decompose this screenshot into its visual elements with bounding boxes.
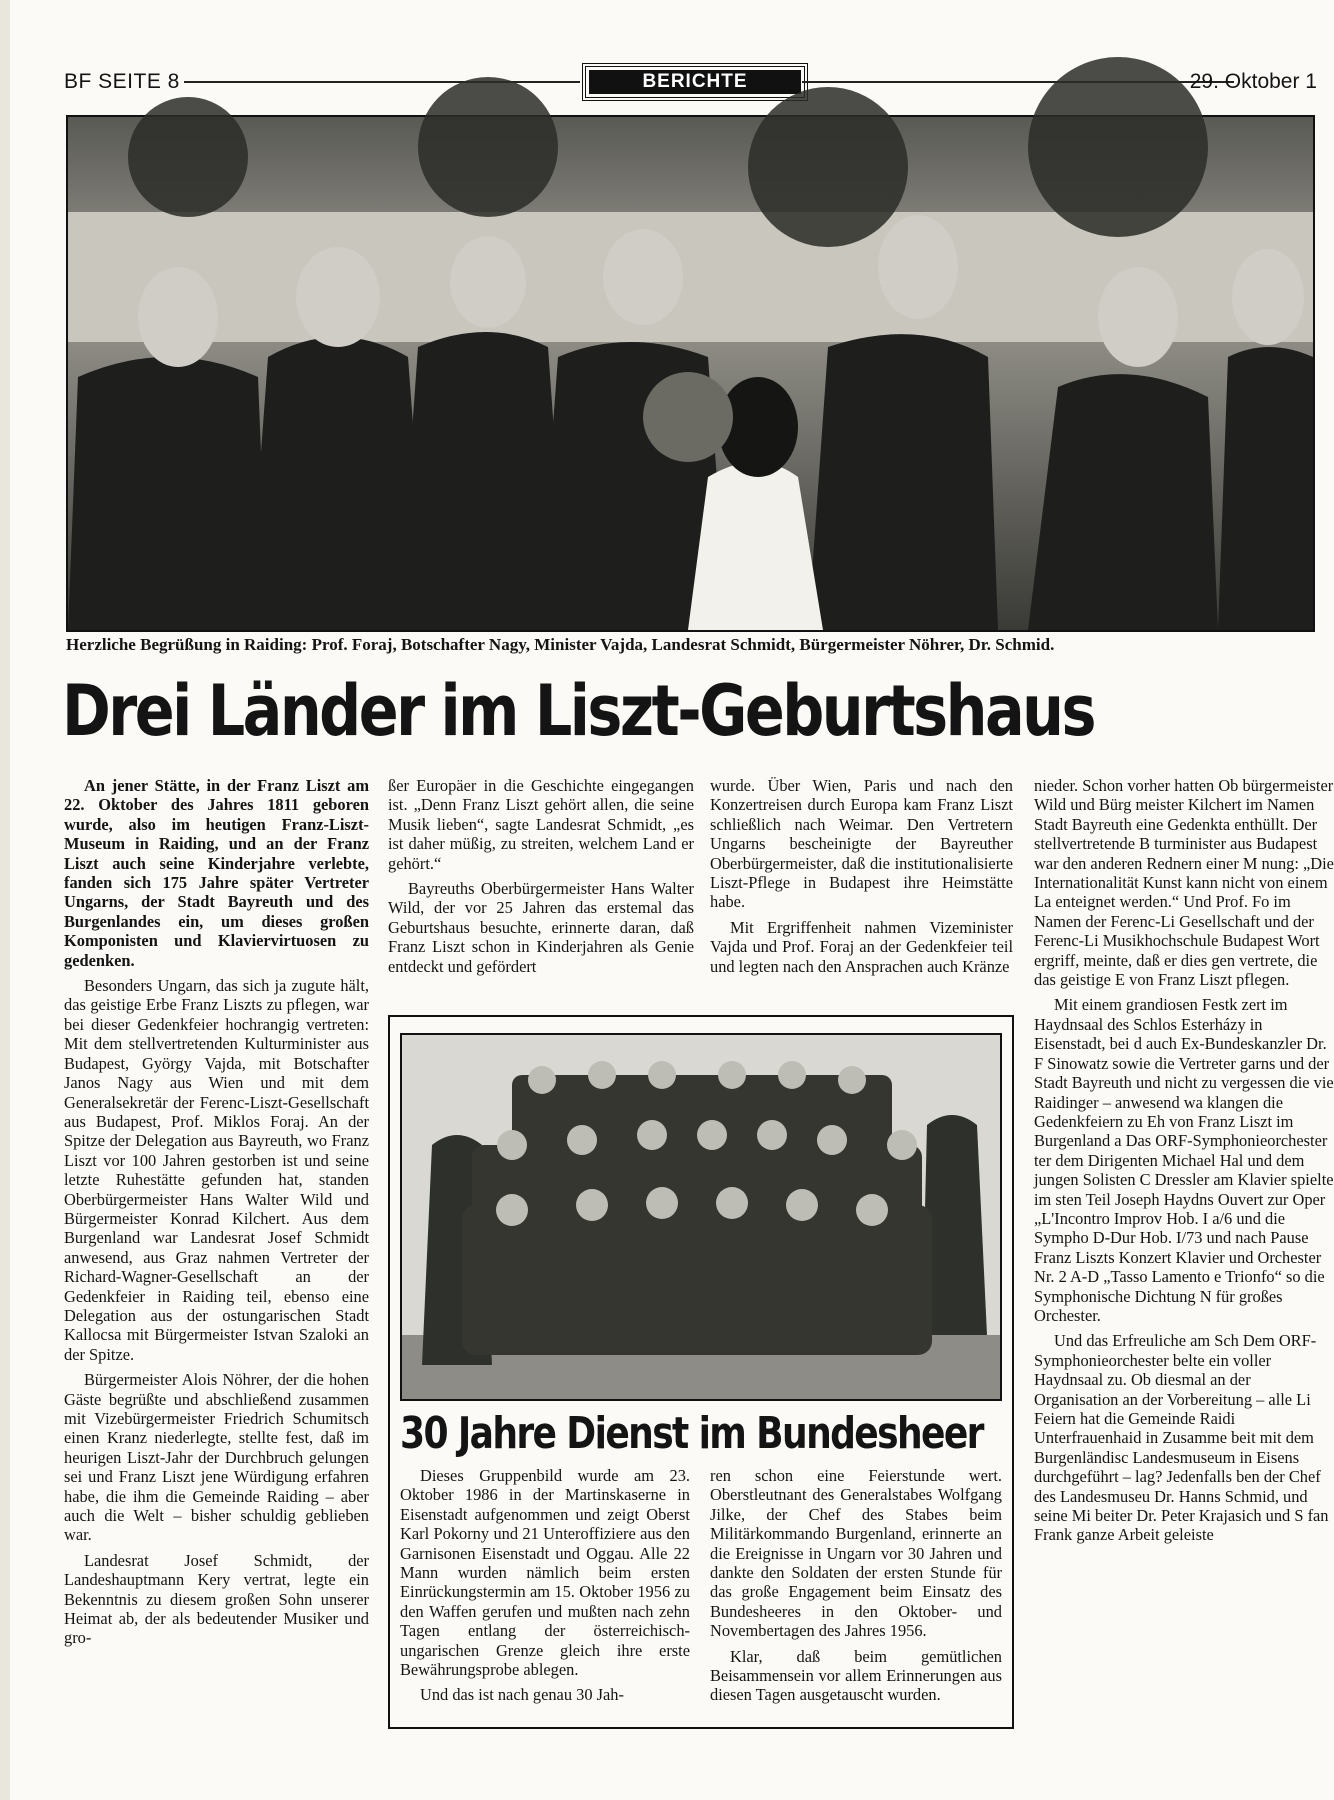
box-headline: 30 Jahre Dienst im Bundesheer <box>400 1408 983 1459</box>
top-photo <box>66 115 1315 632</box>
box-paragraph: Dieses Gruppenbild wurde am 23. Oktober 1986 in der Martinskaserne in Eisenstadt aufgenommen und zeigt Oberst Karl Pokorny und 21 Unteroffiziere aus den Garnisonen Eisenstadt und Oggau. Alle 22 Mann wurden nämlich beim ersten Einrückungstermin am 15. Oktober 1956 zu den Waffen gerufen und mußten nach zehn Tagen entlang der österreichisch-ungarischen Grenze gleich ihre erste Bewährungsprobe ablegen. <box>400 1466 690 1680</box>
article-paragraph: Bayreuths Oberbürgermeister Hans Walter Wild, der vor 25 Jahren das erstemal das Geburtshaus besuchte, erinnerte daran, daß Franz Liszt schon in Kinderjahren als Genie entdeckt und gefördert <box>388 879 694 976</box>
page-headline: Drei Länder im Liszt-Geburtshaus <box>62 670 1094 752</box>
box-paragraph: ren schon eine Feierstunde wert. Oberstleutnant des Generalstabes Wolfgang Jilke, der Chef des Stabes beim Militärkommando Burgenland, erinnerte an die Ereignisse in Ungarn vor 30 Jahren und dankte den Soldaten der ersten Stunde für das große Engagement beim Einsatz des Bundesheeres in den Oktober- und Novembertagen des Jahres 1956. <box>710 1466 1002 1641</box>
box-paragraph: Und das ist nach genau 30 Jah- <box>420 1685 624 1705</box>
article-lead: An jener Stätte, in der Franz Liszt am 22. Oktober des Jahres 1811 geboren wurde, also im heutigen Franz-Liszt-Museum in Raiding, und an der Franz Liszt auch seine Kinderjahre verlebte, fanden sich 175 Jahre später Vertreter Ungarns, der Stadt Bayreuth und des Burgenlandes ein, um dieses großen Komponisten und Klaviervirtuosen zu gedenken. <box>64 776 369 970</box>
article-column-4 <box>1034 776 1334 1776</box>
article-paragraph: Mit Ergriffenheit nahmen Vizeminister Vajda und Prof. Foraj an der Gedenkfeier teil und legten nach den Ansprachen auch Kränze <box>710 917 1013 976</box>
section-label: BERICHTE <box>582 63 808 101</box>
article-column-1 <box>64 776 369 1654</box>
box-column-2 <box>710 1466 1002 1711</box>
article-paragraph: Bürgermeister Alois Nöhrer, der die hohen Gäste begrüßte und abschließend zusammen mit Vizebürgermeister Friedrich Schumitsch einen Kranz niederlegte, stellte fest, daß im heurigen Liszt-Jahr der Durchbruch gelungen sei und Franz Liszt jene Würdigung erfahren habe, die ihm die Gemeinde Raiding – aber auch die Welt – bisher schuldig geblieben war. <box>64 1370 369 1545</box>
article-paragraph: nieder. Schon vorher hatten Ob bürgermeister Wild und Bürg meister Kilchert im Namen Stadt Bayreuth eine Gedenkta enthüllt. Der stellvertretende B turminister aus Budapest war den anderen Rednern einer M nung: „Die Internationalität Kunst kann nicht von einem La enteignet werden.“ Und Prof. Fo im Namen der Ferenc-Li Gesellschaft und der Ferenc-Li Musikhochschule Budapest Wort ergriff, meinte, daß er dies gen vertrete, die das geistige E von Franz Liszt pflegen. <box>1034 776 1334 990</box>
article-paragraph: Und das Erfreuliche am Sch Dem ORF-Symphonieorchester belte ein voller Haydnsaal zu. Ob diesmal an der Organisation an der Vorbereitung – alle Li Feiern hat die Gemeinde Raidi Unterfrauenhaid in Zusamme beit mit dem Burgenländisc Landesmuseum in Eisens durchgeführt – lag? Jedenfalls ben der Chef des Landesmuseu Dr. Hanns Schmid, und seine Mi beiter Dr. Peter Krajasich und S fan Frank ganze Arbeit geleiste <box>1034 1331 1329 1545</box>
box-column-1 <box>400 1466 690 1711</box>
article-column-2 <box>388 776 694 982</box>
article-paragraph: Mit einem grandiosen Festk zert im Haydnsaal des Schlos Esterházy in Eisenstadt, bei d auch Ex-Bundeskanzler Dr. F Sinowatz sowie die Vertreter garns und der Stadt Bayreuth und nicht zu vergessen die vie Raidinger – anwesend wa klangen die Gedenkfeiern zu Eh von Franz Liszt im Burgenland a Das ORF-Symphonieorchester ter dem Dirigenten Michael Hal und dem jungen Solisten C Dressler am Klavier spielte im sten Teil Joseph Haydns Ouvert zur Oper „L'Incontro Improv Hob. I a/6 und die Sympho D-Dur Hob. I/73 und nach Pause Franz Liszts Konzert Klavier und Orchester Nr. 2 A-D „Tasso Lamento e Trionfo“ so die Symphonische Dichtung N für großes Orchester. <box>1034 995 1334 1325</box>
page-edge <box>0 0 10 1800</box>
photo-caption: Herzliche Begrüßung in Raiding: Prof. Foraj, Botschafter Nagy, Minister Vajda, Landesrat Schmidt, Bürgermeister Nöhrer, Dr. Schmid. <box>66 635 1055 654</box>
group-photo <box>400 1033 1002 1401</box>
article-column-3 <box>710 776 1013 982</box>
article-paragraph: ßer Europäer in die Geschichte eingegangen ist. „Denn Franz Liszt gehört allen, die seine Musik lieben“, sagte Landesrat Schmidt, „es ist daher müßig, zu streiten, welchem Land er gehört.“ <box>388 776 694 873</box>
article-paragraph: Besonders Ungarn, das sich ja zugute hält, das geistige Erbe Franz Liszts zu pflegen, war bei dieser Gedenkfeier hochrangig vertreten: Mit dem stellvertretenden Kulturminister aus Budapest, György Vajda, mit Botschafter Janos Nagy aus Wien und mit dem Generalsekretär der Ferenc-Liszt-Gesellschaft aus Budapest, Prof. Miklos Foraj. An der Spitze der Delegation aus Bayreuth, wo Franz Liszt vor 100 Jahren gestorben ist und seine letzte Ruhestätte gefunden hat, standen Oberbürgermeister Hans Walter Wild und Bürgermeister Konrad Kilchert. Aus dem Burgenland war Landesrat Josef Schmidt anwesend, aus Graz nahmen Vertreter der Richard-Wagner-Gesellschaft an der Gedenkfeier in Raiding teil, ebenso eine Delegation aus der ostungarischen Stadt Kallocsa mit Bürgermeister Istvan Szaloki an der Spitze. <box>64 976 369 1364</box>
article-paragraph: Landesrat Josef Schmidt, der Landeshauptmann Kery vertrat, legte ein Bekenntnis zu diesem großen Sohn unserer Heimat ab, der als bedeutender Musiker und gro- <box>64 1550 369 1648</box>
header-rule-left <box>184 81 580 83</box>
box-paragraph: Klar, daß beim gemütlichen Beisammensein vor allem Erinnerungen aus diesen Tagen ausgetauscht wurden. <box>710 1646 1002 1705</box>
page-number: BF SEITE 8 <box>64 70 180 93</box>
article-paragraph: wurde. Über Wien, Paris und nach den Konzertreisen durch Europa kam Franz Liszt schließlich nach Weimar. Den Vertretern Ungarns bescheinigte der Bayreuther Oberbürgermeister, daß die institutionalisierte Liszt-Pflege in Budapest ihre Heimstätte habe. <box>710 776 1013 912</box>
issue-date: 29. Oktober 1 <box>1189 70 1317 93</box>
